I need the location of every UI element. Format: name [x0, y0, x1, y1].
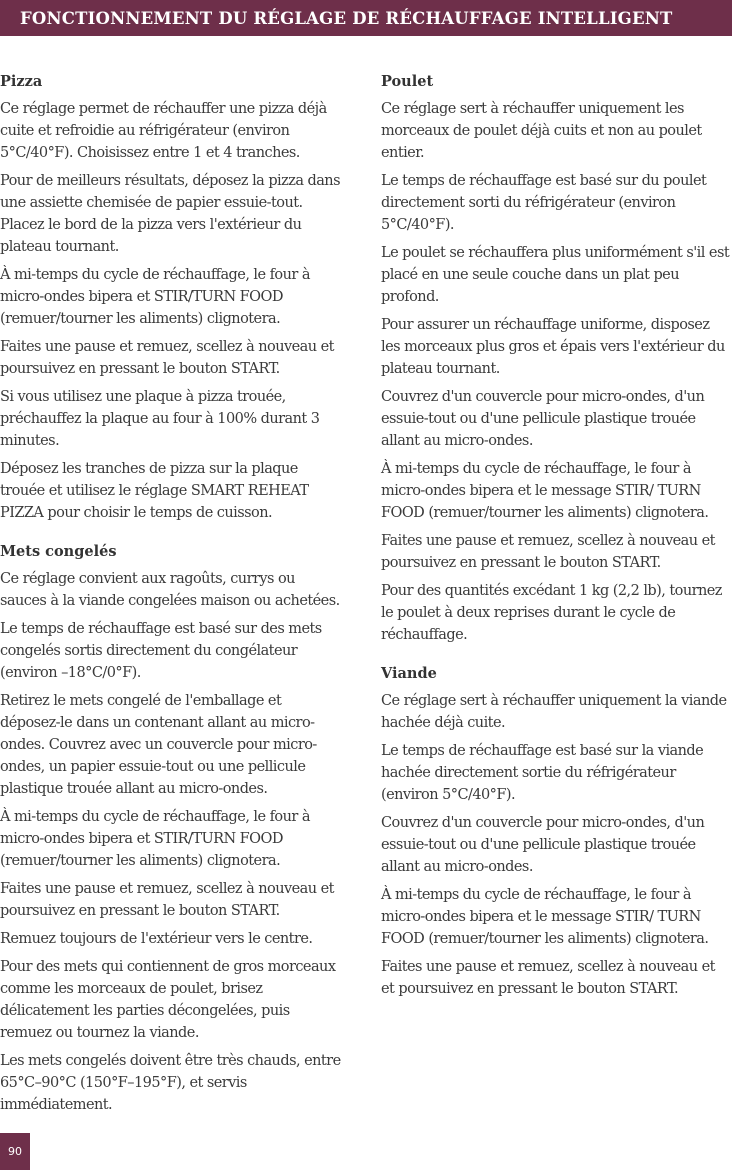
paragraph: Le temps de réchauffage est basé sur la viande hachée directement sortie du réfrigérateur (environ 5°C/40°F).	[381, 743, 704, 803]
paragraph: Ce réglage sert à réchauffer uniquement les morceaux de poulet déjà cuits et non au poulet entier.	[381, 101, 702, 161]
paragraph: Pour des quantités excédant 1 kg (2,2 lb), tournez le poulet à deux reprises durant le cycle de réchauffage.	[381, 583, 722, 643]
paragraph: Pour assurer un réchauffage uniforme, disposez les morceaux plus gros et épais vers l'extérieur du plateau tournant.	[381, 317, 725, 377]
paragraph: À mi-temps du cycle de réchauffage, le four à micro-ondes bipera et le message STIR/ TURN FOOD (remuer/tourner les aliments) clignotera.	[381, 461, 709, 521]
paragraph: Faites une pause et remuez, scellez à nouveau et poursuivez en pressant le bouton START.	[0, 881, 334, 919]
paragraph: Si vous utilisez une plaque à pizza trouée, préchauffez la plaque au four à 100% durant 3 minutes.	[0, 389, 320, 449]
paragraph: Ce réglage permet de réchauffer une pizza déjà cuite et refroidie au réfrigérateur (environ 5°C/40°F). Choisissez entre 1 et 4 tranches.	[0, 101, 327, 161]
paragraph: Couvrez d'un couvercle pour micro-ondes, d'un essuie-tout ou d'une pellicule plastique trouée allant au micro-ondes.	[381, 389, 705, 449]
paragraph: Retirez le mets congelé de l'emballage et déposez-le dans un contenant allant au micro-ondes. Couvrez avec un couvercle pour micro-ondes, un papier essuie-tout ou une pellicule plastique trouée allant au micro-ondes.	[0, 693, 317, 797]
section-pizza	[0, 72, 345, 524]
paragraph: Pour des mets qui contiennent de gros morceaux comme les morceaux de poulet, brisez délicatement les parties décongelées, puis remuez ou tournez la viande.	[0, 959, 336, 1041]
paragraph: Ce réglage convient aux ragoûts, currys ou sauces à la viande congelées maison ou achetées.	[0, 571, 340, 609]
page-title: FONCTIONNEMENT DU RÉGLAGE DE RÉCHAUFFAGE INTELLIGENT	[20, 8, 673, 28]
paragraph: Le temps de réchauffage est basé sur des mets congelés sortis directement du congélateur (environ –18°C/0°F).	[0, 621, 322, 681]
section-title: Pizza	[0, 73, 43, 90]
paragraph: À mi-temps du cycle de réchauffage, le four à micro-ondes bipera et STIR/TURN FOOD (remuer/tourner les aliments) clignotera.	[0, 267, 310, 327]
paragraph: À mi-temps du cycle de réchauffage, le four à micro-ondes bipera et le message STIR/ TURN FOOD (remuer/tourner les aliments) clignotera.	[381, 887, 709, 947]
section-title: Viande	[381, 665, 437, 682]
paragraph: Couvrez d'un couvercle pour micro-ondes, d'un essuie-tout ou d'une pellicule plastique trouée allant au micro-ondes.	[381, 815, 705, 875]
paragraph: Faites une pause et remuez, scellez à nouveau et poursuivez en pressant le bouton START.	[381, 533, 715, 571]
section-title: Poulet	[381, 73, 434, 90]
paragraph: Ce réglage sert à réchauffer uniquement la viande hachée déjà cuite.	[381, 693, 727, 731]
paragraph: Les mets congelés doivent être très chauds, entre 65°C–90°C (150°F–195°F), et servis immédiatement.	[0, 1053, 341, 1113]
paragraph: Remuez toujours de l'extérieur vers le centre.	[0, 931, 313, 947]
left-column	[0, 72, 345, 1134]
paragraph: Pour de meilleurs résultats, déposez la pizza dans une assiette chemisée de papier essuie-tout. Placez le bord de la pizza vers l'extérieur du plateau tournant.	[0, 173, 340, 255]
paragraph: Faites une pause et remuez, scellez à nouveau et poursuivez en pressant le bouton START.	[0, 339, 334, 377]
section-poulet	[381, 72, 731, 646]
section-mets-congeles	[0, 542, 345, 1116]
section-title: Mets congelés	[0, 543, 117, 560]
paragraph: Déposez les tranches de pizza sur la plaque trouée et utilisez le réglage SMART REHEAT PIZZA pour choisir le temps de cuisson.	[0, 461, 309, 521]
paragraph: Le temps de réchauffage est basé sur du poulet directement sorti du réfrigérateur (environ 5°C/40°F).	[381, 173, 707, 233]
page-number: 90	[0, 1133, 30, 1170]
section-viande	[381, 664, 731, 1000]
page-header	[0, 0, 732, 36]
paragraph: Faites une pause et remuez, scellez à nouveau et et poursuivez en pressant le bouton START.	[381, 959, 715, 997]
paragraph: Le poulet se réchauffera plus uniformément s'il est placé en une seule couche dans un plat peu profond.	[381, 245, 730, 305]
paragraph: À mi-temps du cycle de réchauffage, le four à micro-ondes bipera et STIR/TURN FOOD (remuer/tourner les aliments) clignotera.	[0, 809, 310, 869]
right-column	[381, 72, 731, 1018]
